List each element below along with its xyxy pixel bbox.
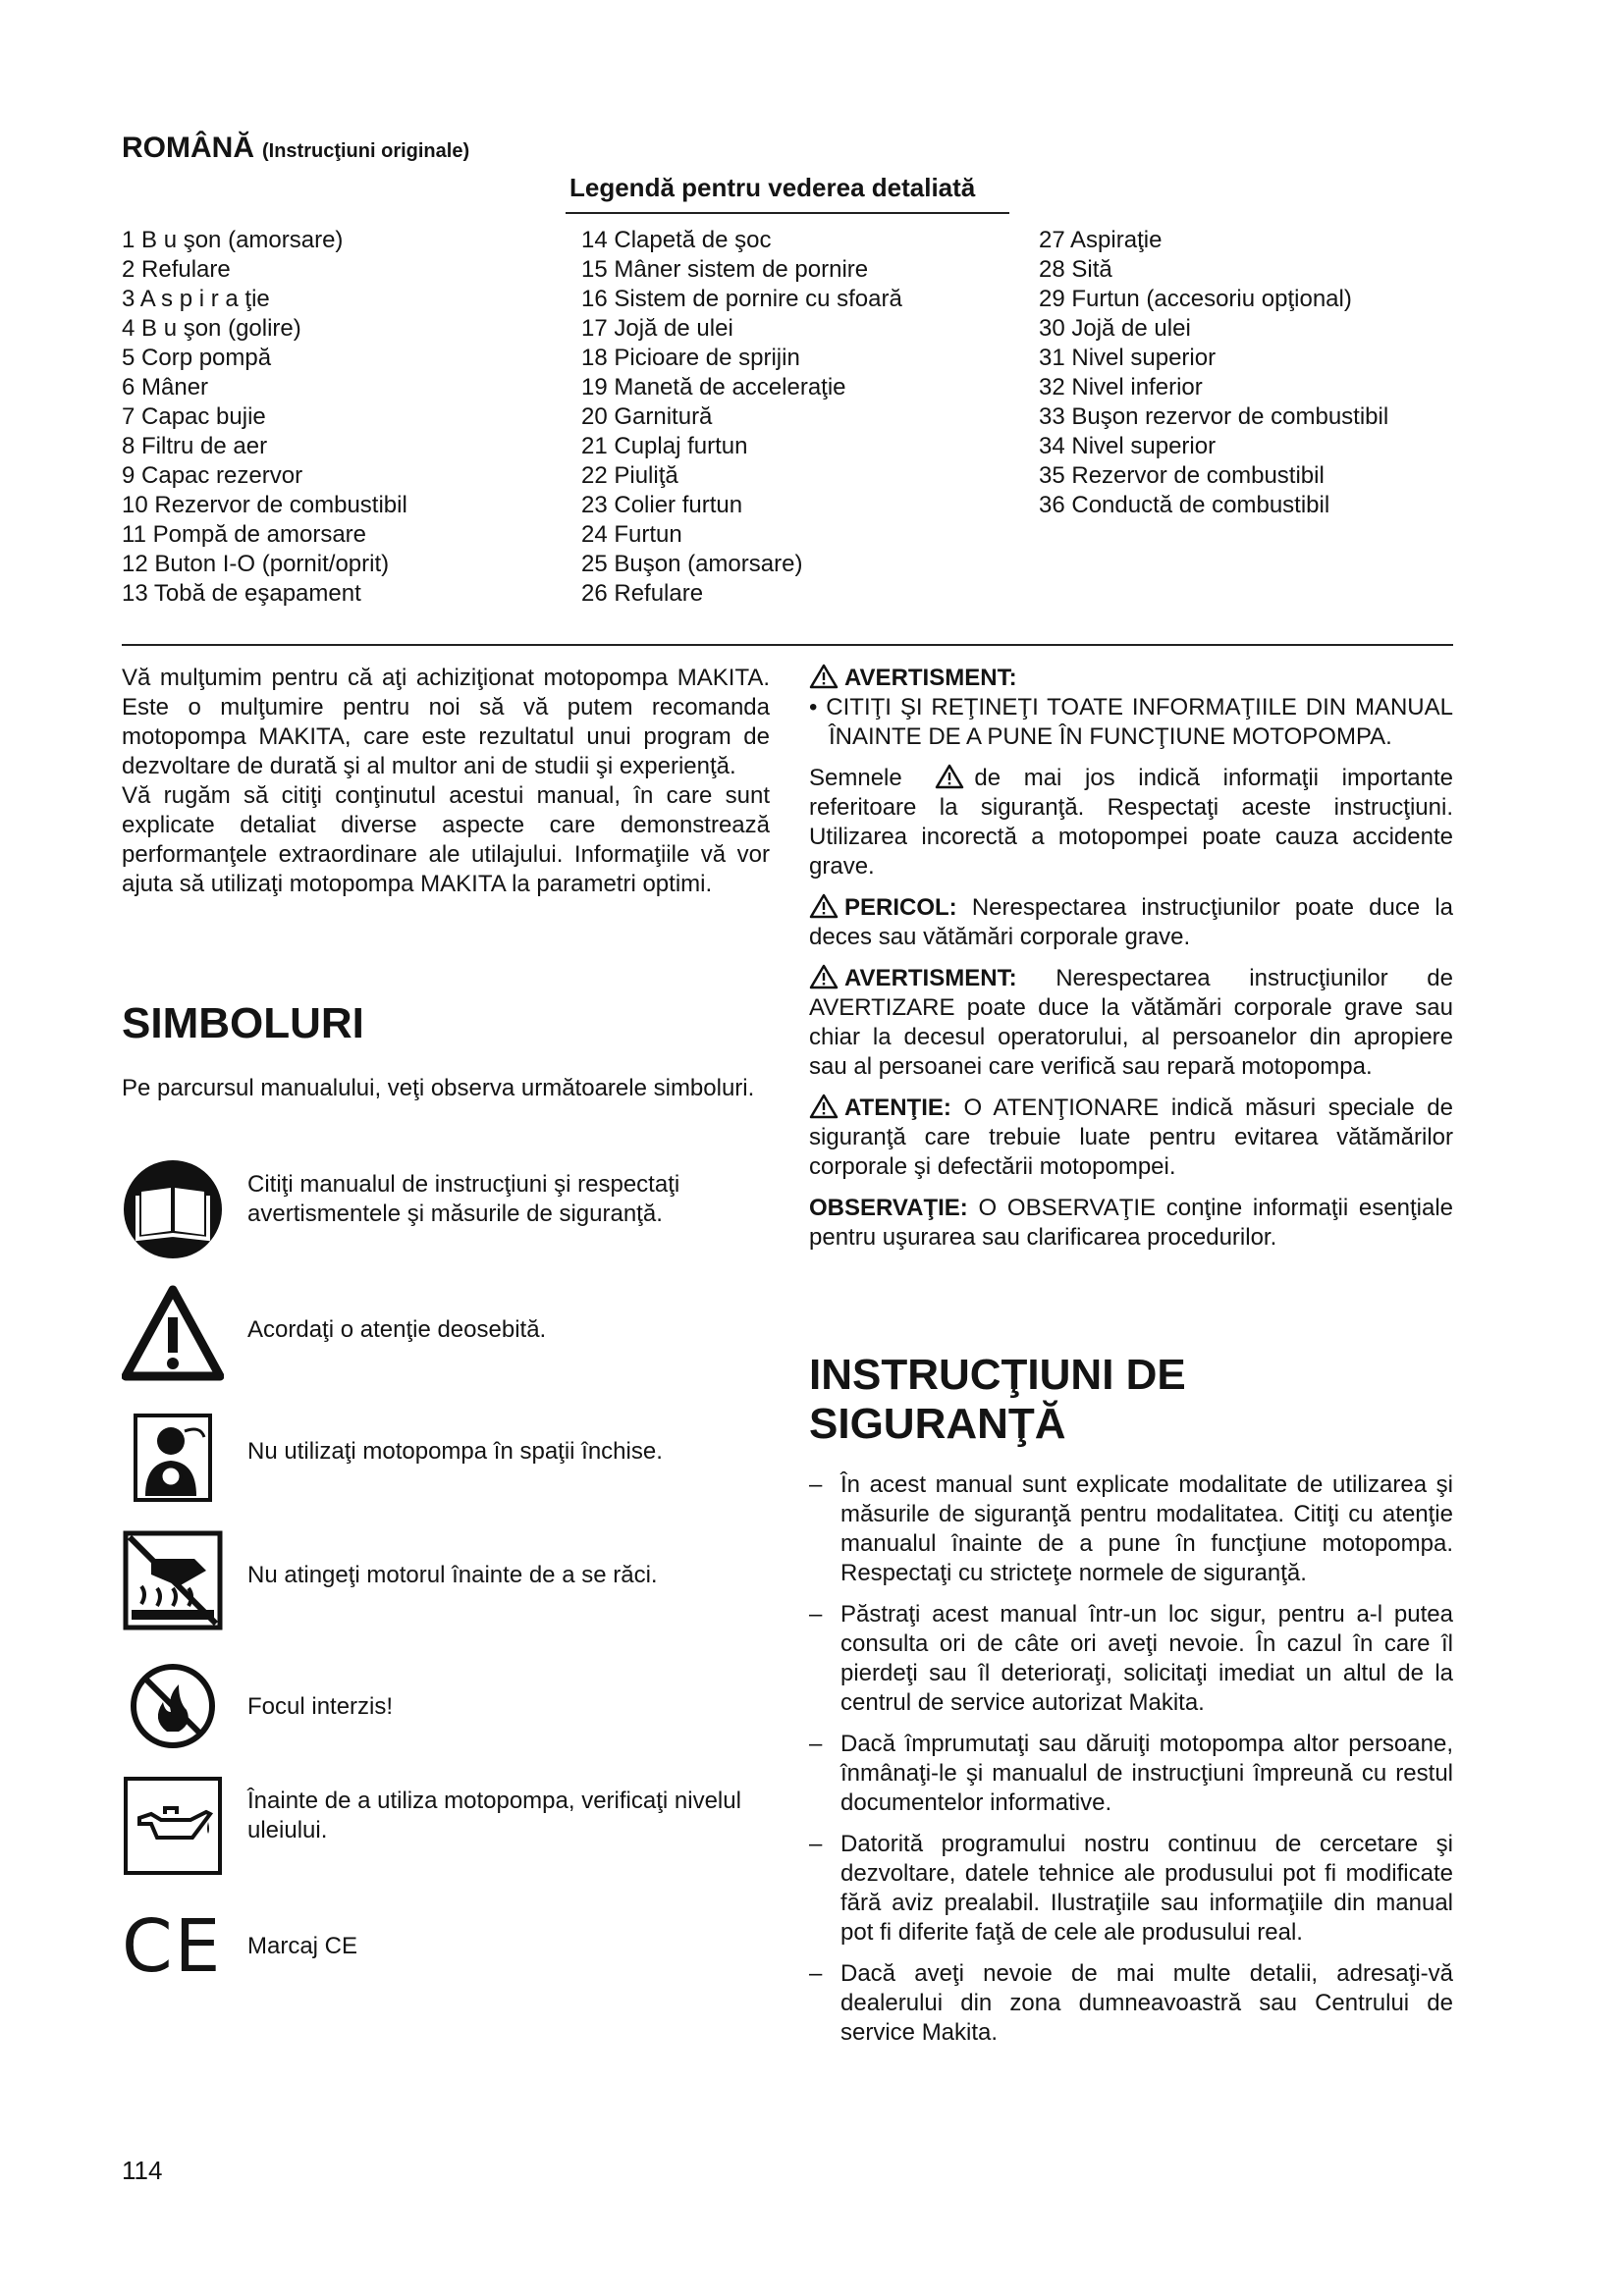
safety-item-text: Dacă aveţi nevoie de mai multe detalii, adresaţi-vă dealerului din zona dumneavoastră sau Centrului de service Makita. xyxy=(840,1960,1453,2046)
avertisment2-text: Nerespectarea instrucţiunilor de AVERTIZARE poate duce la vătămări corporale grave sau chiar la decesul operatorului, al persoanelor din apropiere sau al persoanei care verifică sau repară motopompa. xyxy=(809,965,1454,1080)
legend-item: 33 Buşon rezervor de combustibil xyxy=(1039,403,1389,430)
pericol-label: PERICOL: xyxy=(844,894,957,921)
legend-item: 2 Refulare xyxy=(122,256,231,283)
legend-item: 11 Pompă de amorsare xyxy=(122,521,367,548)
symbol-row xyxy=(122,1655,770,1763)
legend-item: 18 Picioare de sprijin xyxy=(581,345,800,371)
legend-item: 31 Nivel superior xyxy=(1039,345,1217,371)
legend-item: 26 Refulare xyxy=(581,580,704,607)
symbols-section xyxy=(122,999,770,1115)
section-divider xyxy=(122,644,1453,646)
semnele-text: de mai jos indică informaţii importante referitoare la siguranţă. Respectaţi aceste instrucţiuni. Utilizarea incorectă a motopompei poate cauza accidente grave. xyxy=(809,765,1454,880)
intro-text xyxy=(122,664,770,911)
language-label: ROMÂNĂ xyxy=(122,132,254,164)
symbol-row xyxy=(122,1158,770,1266)
legend-item: 3 A s p i r a ţie xyxy=(122,286,270,312)
legend-item: 15 Mâner sistem de pornire xyxy=(581,256,869,283)
safety-item-text: Datorită programului nostru continuu de cercetare şi dezvoltare, datele tehnice ale produsului pot fi modificate fără aviz prealabil. Ilustraţiile sau informaţiile din manual pot fi diferite faţă de cele ale produsului real. xyxy=(840,1831,1453,1946)
no-fire-icon xyxy=(122,1655,224,1757)
symbol-row xyxy=(122,1529,770,1637)
observatie-text: O OBSERVAŢIE conţine informaţii esenţiale pentru uşurarea sau clarificarea procedurilor. xyxy=(809,1195,1454,1251)
legend-item: 9 Capac rezervor xyxy=(122,462,303,489)
symbol-description: Înainte de a utiliza motopompa, verificaţi nivelul uleiului. xyxy=(247,1788,741,1843)
symbols-intro: Pe parcursul manualului, veţi observa următoarele simboluri. xyxy=(122,1075,755,1101)
warning-triangle-icon xyxy=(935,764,964,789)
safety-section xyxy=(809,1351,1453,2059)
legend-column-1 xyxy=(122,226,407,609)
symbol-description: Nu atingeţi motorul înainte de a se răci. xyxy=(247,1562,658,1588)
warning-triangle-icon xyxy=(809,1094,839,1119)
dash-marker: – xyxy=(809,1731,823,1757)
legend-item: 13 Tobă de eşapament xyxy=(122,580,361,607)
warning-triangle-icon xyxy=(809,964,839,989)
intro-paragraph-2: Vă rugăm să citiţi conţinutul acestui manual, în care sunt explicate detaliat diverse aspecte care demonstrează performanţele extraordinare ale utilajului. Informaţiile vă vor ajuta să utilizaţi motopompa MAKITA la parametri optimi. xyxy=(122,782,770,897)
atentie-text: O ATENŢIONARE indică măsuri speciale de siguranţă care trebuie luate pentru evitarea vătămărilor corporale şi defectării motopompei. xyxy=(809,1095,1454,1180)
avertisment2-paragraph xyxy=(809,964,1453,1082)
symbol-description: Focul interzis! xyxy=(247,1693,394,1720)
legend-item: 4 B u şon (golire) xyxy=(122,315,301,342)
symbol-description: Marcaj CE xyxy=(247,1933,358,1959)
legend-item: 34 Nivel superior xyxy=(1039,433,1217,459)
legend-item: 36 Conductă de combustibil xyxy=(1039,492,1330,518)
legend-item: 23 Colier furtun xyxy=(581,492,743,518)
semnele-lead: Semnele xyxy=(809,765,902,791)
atentie-paragraph xyxy=(809,1094,1453,1182)
legend-item: 1 B u şon (amorsare) xyxy=(122,227,344,253)
warning-triangle-icon xyxy=(809,893,839,919)
language-subtitle: (Instrucţiuni originale) xyxy=(262,140,470,162)
legend-column-3 xyxy=(1039,226,1388,520)
legend-item: 35 Rezervor de combustibil xyxy=(1039,462,1325,489)
symbol-row xyxy=(122,1284,770,1392)
safety-item-text: Păstraţi acest manual într-un loc sigur, pentru a-l putea consulta ori de câte ori aveţi nevoie. În cazul în care îl pierdeţi sau îl deterioraţi, solicitaţi imediat un altul de la centrul de service autorizat Makita. xyxy=(840,1601,1453,1716)
legend-item: 6 Mâner xyxy=(122,374,209,400)
safety-item xyxy=(809,1600,1453,1718)
legend-title: Legendă pentru vederea detaliată xyxy=(569,173,976,202)
pericol-text: Nerespectarea instrucţiunilor poate duce la deces sau vătămări corporale grave. xyxy=(809,894,1453,950)
legend-item: 16 Sistem de pornire cu sfoară xyxy=(581,286,902,312)
legend-item: 20 Garnitură xyxy=(581,403,713,430)
safety-item xyxy=(809,1830,1453,1948)
language-heading xyxy=(122,132,469,165)
safety-heading-line-2: SIGURANŢĂ xyxy=(809,1400,1066,1448)
safety-item-text: Dacă împrumutaţi sau dăruiţi motopompa altor persoane, înmânaţi-le şi manualul de instrucţiuni împreună cu restul documentelor informative. xyxy=(840,1731,1453,1816)
safety-item xyxy=(809,1959,1453,2048)
no-enclosed-space-icon xyxy=(122,1408,224,1510)
legend-item: 7 Capac bujie xyxy=(122,403,266,430)
warning-triangle-icon xyxy=(809,664,839,689)
symbol-description: Acordaţi o atenţie deosebită. xyxy=(247,1316,547,1343)
dash-marker: – xyxy=(809,1471,823,1498)
avertisment-bullet: • CITIŢI ŞI REŢINEŢI TOATE INFORMAŢIILE DIN MANUAL ÎNAINTE DE A PUNE ÎN FUNCŢIUNE MOTOPOMPA. xyxy=(809,694,1453,750)
legend-item: 12 Buton I-O (pornit/oprit) xyxy=(122,551,390,577)
legend-item: 8 Filtru de aer xyxy=(122,433,268,459)
legend-item: 19 Manetă de acceleraţie xyxy=(581,374,846,400)
safety-heading-line-1: INSTRUCŢIUNI DE xyxy=(809,1351,1186,1399)
legend-item: 32 Nivel inferior xyxy=(1039,374,1203,400)
page-number: 114 xyxy=(122,2156,163,2185)
avertisment2-label: AVERTISMENT: xyxy=(844,965,1017,991)
ce-mark-icon: CE xyxy=(122,1904,223,1989)
dash-marker: – xyxy=(809,1831,823,1857)
safety-item xyxy=(809,1730,1453,1818)
safety-item xyxy=(809,1470,1453,1588)
legend-item: 17 Jojă de ulei xyxy=(581,315,733,342)
safety-heading xyxy=(809,1351,1453,1449)
legend-item: 21 Cuplaj furtun xyxy=(581,433,748,459)
observatie-label: OBSERVAŢIE: xyxy=(809,1195,968,1221)
legend-item: 27 Aspiraţie xyxy=(1039,227,1163,253)
legend-item: 29 Furtun (accesoriu opţional) xyxy=(1039,286,1352,312)
avertisment-block xyxy=(809,664,1453,693)
atentie-label: ATENŢIE: xyxy=(844,1095,951,1121)
legend-item: 5 Corp pompă xyxy=(122,345,272,371)
warnings-section xyxy=(809,664,1453,1264)
semnele-paragraph xyxy=(809,764,1453,881)
symbol-row xyxy=(122,1896,770,2004)
legend-underline xyxy=(566,212,1009,214)
symbol-description: Nu utilizaţi motopompa în spaţii închise. xyxy=(247,1438,663,1465)
legend-item: 24 Furtun xyxy=(581,521,682,548)
legend-item: 10 Rezervor de combustibil xyxy=(122,492,407,518)
legend-item: 28 Sită xyxy=(1039,256,1112,283)
hot-surface-icon xyxy=(122,1529,224,1631)
dash-marker: – xyxy=(809,1601,823,1628)
legend-column-2 xyxy=(581,226,902,609)
dash-marker: – xyxy=(809,1960,823,1987)
observatie-paragraph xyxy=(809,1194,1453,1253)
symbol-row xyxy=(122,1408,770,1516)
oil-can-icon xyxy=(122,1775,224,1877)
safety-item-text: În acest manual sunt explicate modalitate de utilizarea şi măsurile de siguranţă pentru modalitatea. Citiţi cu atenţie manualul înainte de a pune în funcţiune motopompa. Respectaţi cu stricteţe normele de siguranţă. xyxy=(840,1471,1453,1586)
symbols-heading: SIMBOLURI xyxy=(122,999,364,1047)
legend-item: 14 Clapetă de şoc xyxy=(581,227,772,253)
pericol-paragraph xyxy=(809,893,1453,952)
legend-item: 22 Piuliţă xyxy=(581,462,678,489)
symbol-description: Citiţi manualul de instrucţiuni şi respectaţi avertismentele şi măsurile de siguranţă. xyxy=(247,1171,680,1227)
read-manual-icon xyxy=(122,1158,224,1260)
symbol-row xyxy=(122,1775,770,1883)
intro-paragraph-1: Vă mulţumim pentru că aţi achiziţionat motopompa MAKITA. Este o mulţumire pentru noi să vă putem recomanda motopompa MAKITA, care este rezultatul unui program de dezvoltare de durată şi al multor ani de studii şi experienţă. xyxy=(122,665,770,779)
legend-item: 30 Jojă de ulei xyxy=(1039,315,1191,342)
avertisment-label: AVERTISMENT: xyxy=(844,665,1017,691)
legend-item: 25 Buşon (amorsare) xyxy=(581,551,803,577)
warning-triangle-icon xyxy=(122,1284,224,1386)
